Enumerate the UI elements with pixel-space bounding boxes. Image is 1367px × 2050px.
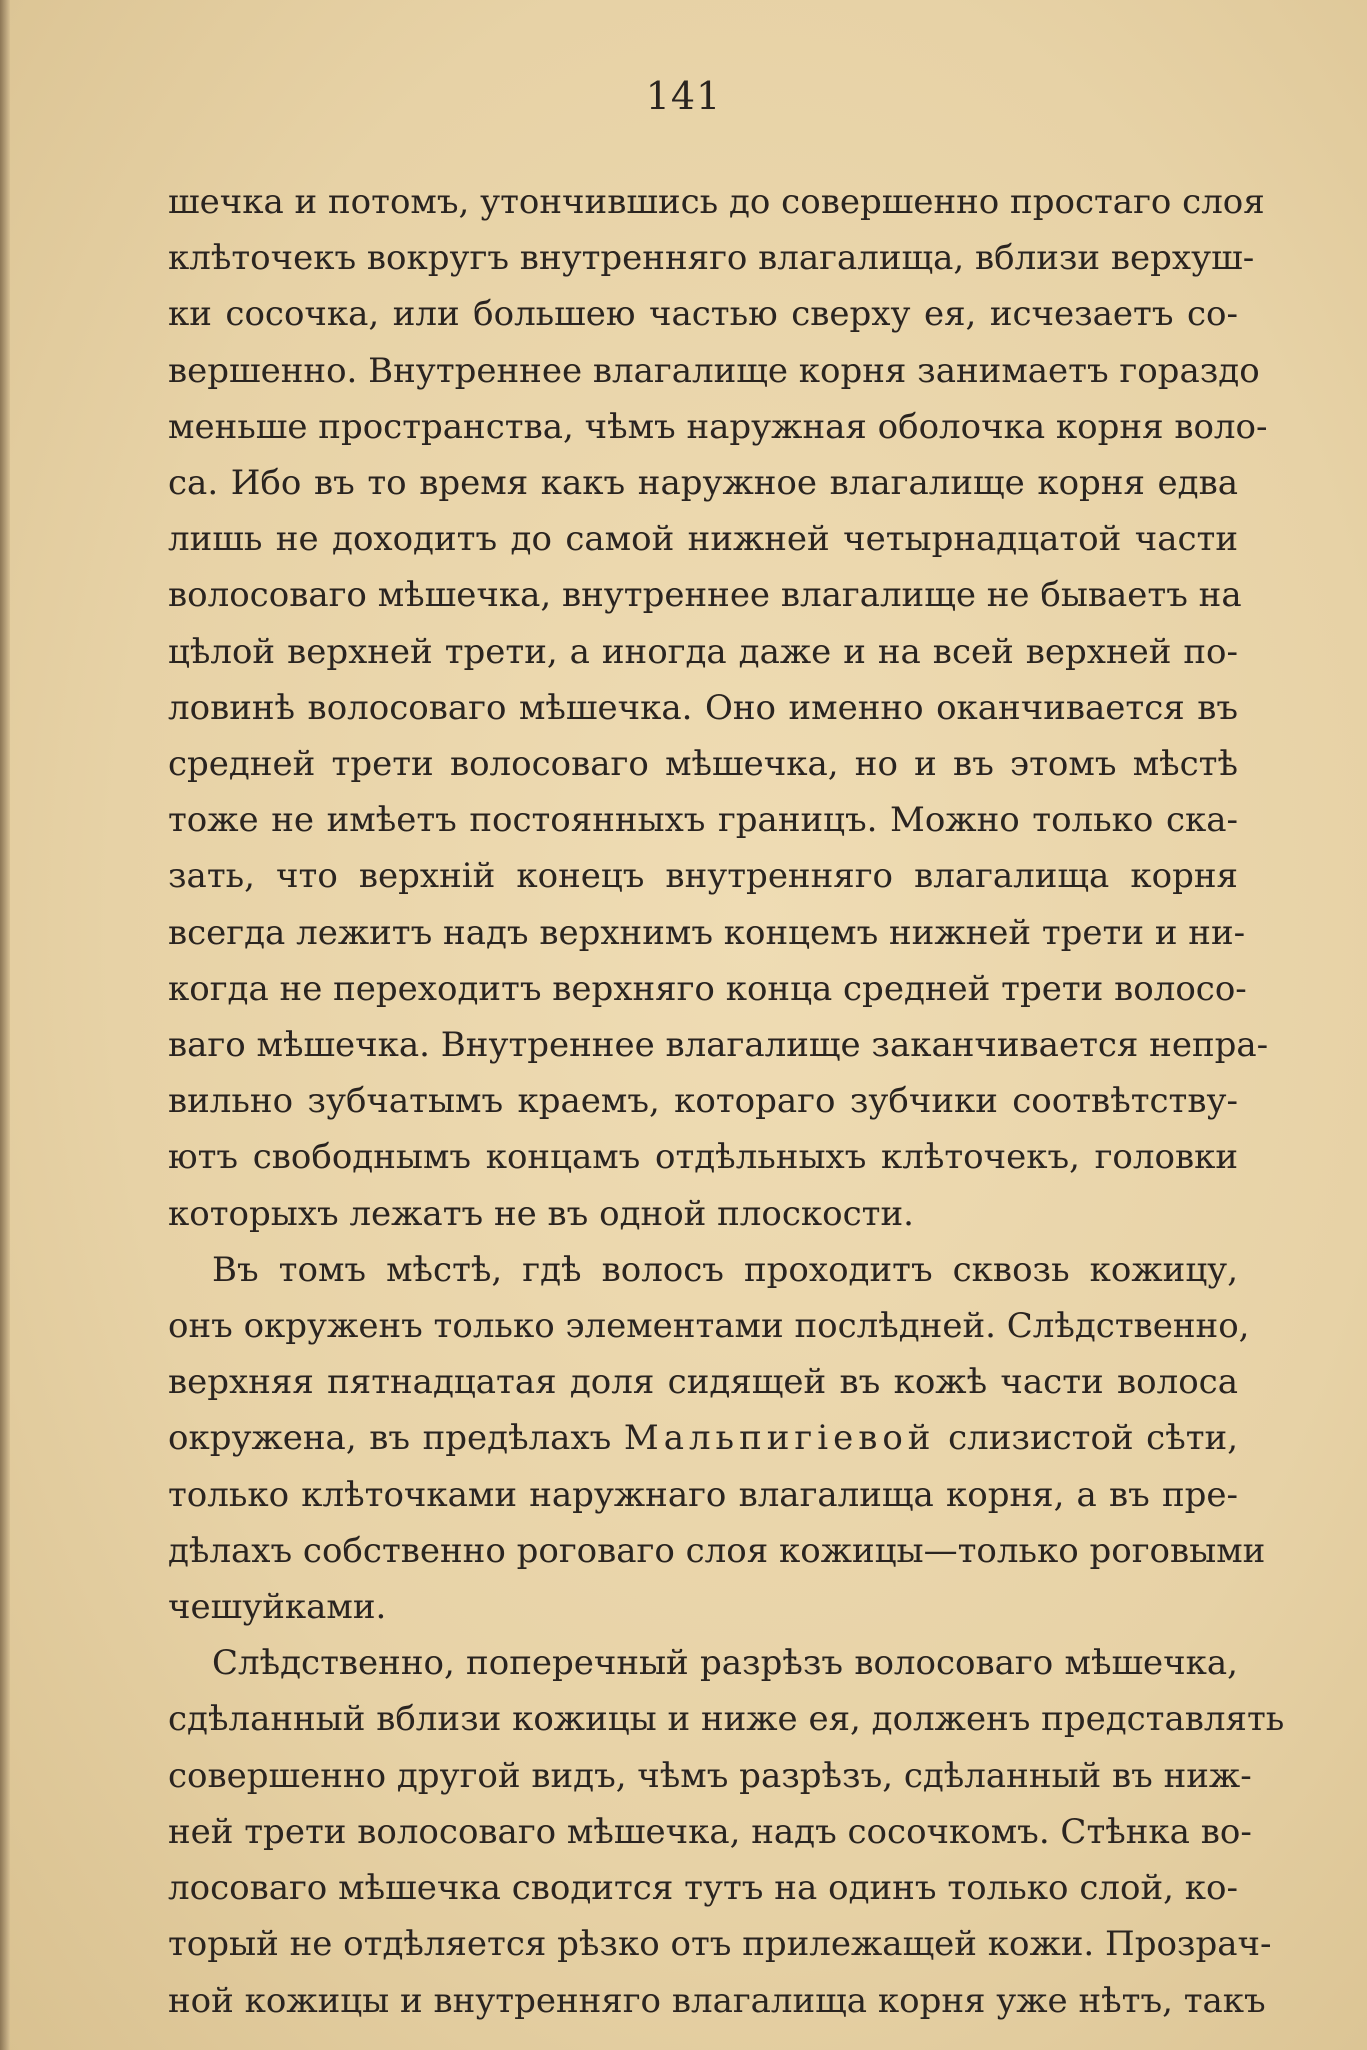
text-line: торый не отдѣляется рѣзко отъ прилежащей кожи. Прозрач- xyxy=(168,1924,1272,1965)
text-line: Слѣдственно, поперечный разрѣзъ волосоваго мѣшечка, xyxy=(212,1643,1238,1684)
text-line: зать, что верхній конецъ внутренняго влагалища корня xyxy=(168,856,1238,897)
text-line: ловинѣ волосоваго мѣшечка. Оно именно оканчивается въ xyxy=(168,687,1238,728)
text-line: са. Ибо въ то время какъ наружное влагалище корня едва xyxy=(168,463,1238,504)
text-line: лишь не доходитъ до самой нижней четырнадцатой части xyxy=(168,519,1238,560)
text-line: совершенно другой видъ, чѣмъ разрѣзъ, сдѣланный въ ниж- xyxy=(168,1755,1252,1796)
text-line: ки сосочка, или большею частью сверху ея, исчезаетъ со- xyxy=(168,294,1238,335)
text-line: вершенно. Внутреннее влагалище корня занимаетъ гораздо xyxy=(168,350,1260,391)
text-segment: окружена, въ предѣлахъ xyxy=(168,1418,612,1459)
text-line: когда не переходитъ верхняго конца средней трети волосо- xyxy=(168,968,1247,1009)
text-line: сдѣланный вблизи кожицы и ниже ея, долженъ представлять xyxy=(168,1699,1285,1740)
text-line: онъ окруженъ только элементами послѣдней. Слѣдственно, xyxy=(168,1306,1250,1347)
text-line: меньше пространства, чѣмъ наружная оболочка корня воло- xyxy=(168,406,1268,447)
text-line: лосоваго мѣшечка сводится тутъ на одинъ только слой, ко- xyxy=(168,1868,1238,1909)
page-number: 141 xyxy=(645,74,722,118)
text-line: шечка и потомъ, утончившись до совершенно простаго слоя xyxy=(168,182,1265,222)
text-line: чешуйками. xyxy=(168,1587,387,1628)
text-line: всегда лежитъ надъ верхнимъ концемъ нижней трети и ни- xyxy=(168,912,1246,953)
text-line: только клѣточками наружнаго влагалища корня, а въ пре- xyxy=(168,1474,1238,1515)
text-line: верхняя пятнадцатая доля сидящей въ кожѣ части волоса xyxy=(168,1362,1238,1403)
text-line: клѣточекъ вокругъ внутренняго влагалища, вблизи верхуш- xyxy=(168,238,1255,279)
text-line: ваго мѣшечка. Внутреннее влагалище заканчивается непра- xyxy=(168,1025,1269,1066)
page-body-text xyxy=(168,174,1285,2029)
text-line: ней трети волосоваго мѣшечка, надъ сосочкомъ. Стѣнка во- xyxy=(168,1811,1252,1852)
text-line: которыхъ лежатъ не въ одной плоскости. xyxy=(168,1193,914,1234)
spaced-emphasis-word: Мальпигіевой xyxy=(623,1418,936,1459)
text-line: цѣлой верхней трети, а иногда даже и на всей верхней по- xyxy=(168,631,1238,672)
page-binding-edge xyxy=(0,0,10,2050)
text-line: ной кожицы и внутренняго влагалища корня уже нѣтъ, такъ xyxy=(168,1980,1266,2021)
text-line: ютъ свободнымъ концамъ отдѣльныхъ клѣточекъ, головки xyxy=(168,1137,1238,1178)
text-line: волосоваго мѣшечка, внутреннее влагалище не бываетъ на xyxy=(168,575,1242,616)
text-line: вильно зубчатымъ краемъ, котораго зубчики соотвѣтству- xyxy=(168,1081,1238,1122)
text-line: Въ томъ мѣстѣ, гдѣ волосъ проходитъ сквозь кожицу, xyxy=(212,1249,1238,1290)
text-line: тоже не имѣетъ постоянныхъ границъ. Можно только ска- xyxy=(168,800,1238,841)
text-line-with-spaced-word xyxy=(168,1410,1238,1466)
text-line: дѣлахъ собственно роговаго слоя кожицы—только роговыми xyxy=(168,1530,1266,1571)
text-line: средней трети волосоваго мѣшечка, но и въ этомъ мѣстѣ xyxy=(168,744,1238,785)
text-segment: слизистой сѣти, xyxy=(948,1418,1239,1459)
